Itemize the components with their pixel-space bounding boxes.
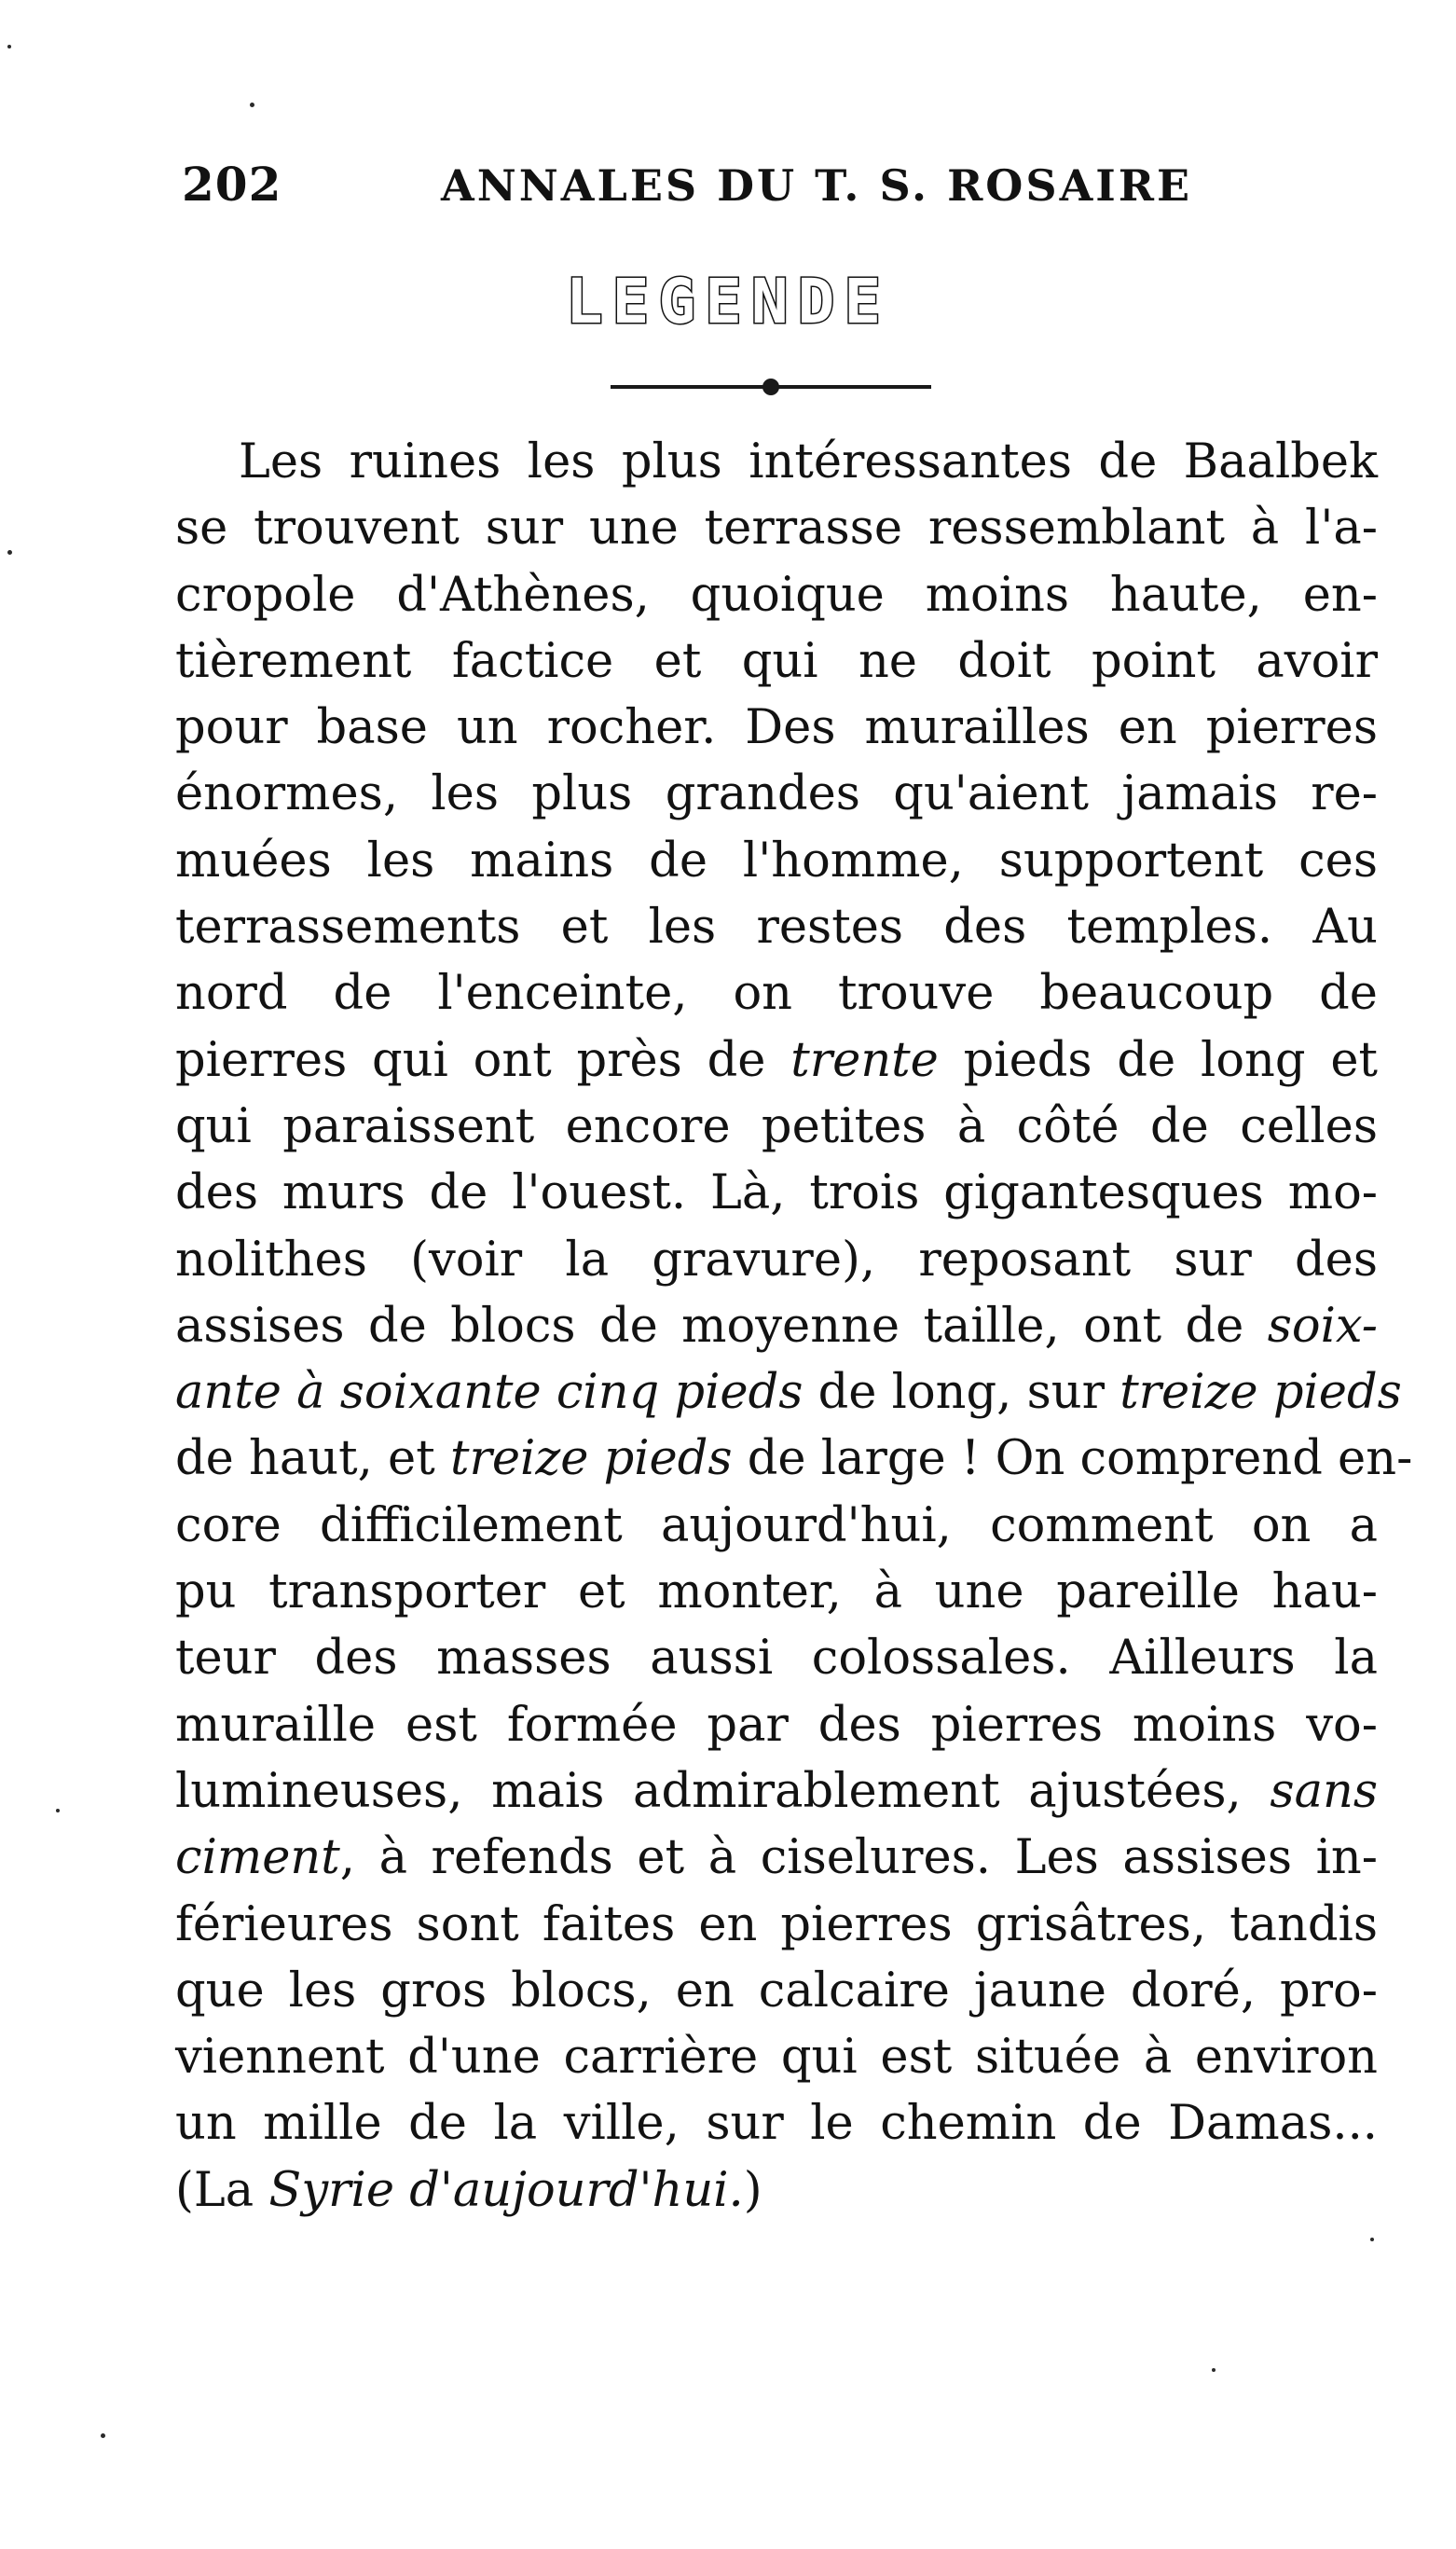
running-title: ANNALES DU T. S. ROSAIRE <box>441 160 1193 211</box>
page-number: 202 <box>182 157 282 212</box>
ornamental-rule-dot <box>762 379 779 395</box>
text-line-content: terrassements et les restes des temples. Au <box>175 900 1378 956</box>
roman-segment: pieds de long et <box>938 1032 1378 1088</box>
text-line <box>175 1094 1378 1160</box>
text-line <box>175 1293 1378 1359</box>
text-line-content: viennent d'une carrière qui est située à environ <box>175 2030 1378 2086</box>
roman-segment: lumineuses, mais admirablement ajustées, <box>175 1763 1271 1819</box>
text-line-content: tièrement factice et qui ne doit point avoir <box>175 633 1378 689</box>
section-heading <box>0 266 1456 338</box>
text-line <box>175 429 1378 495</box>
text-line <box>175 1625 1378 1691</box>
text-line-content: qui paraissent encore petites à côté de celles <box>175 1098 1378 1154</box>
italic-segment: trente <box>790 1032 939 1088</box>
text-line-content: muraille est formée par des pierres moins vo- <box>175 1697 1378 1753</box>
text-line-content: pu transporter et monter, à une pareille hau- <box>175 1564 1378 1620</box>
roman-segment: , à refends et à ciselures. Les assises in- <box>339 1830 1378 1886</box>
roman-segment: de haut, et <box>175 1431 450 1487</box>
running-head <box>182 157 1366 222</box>
italic-segment: Syrie d'aujourd'hui. <box>268 2162 744 2218</box>
text-line <box>175 761 1378 827</box>
text-line-content: Les ruines les plus intéressantes de Baalbek <box>239 434 1378 489</box>
heading-text: LEGENDE <box>565 266 891 338</box>
text-line-content: des murs de l'ouest. Là, trois gigantesques mo- <box>175 1165 1378 1221</box>
print-speck <box>1212 2368 1216 2372</box>
text-line-content: se trouvent sur une terrasse ressemblant à l'a- <box>175 501 1378 557</box>
text-line <box>175 828 1378 894</box>
text-line <box>175 2090 1378 2156</box>
text-line <box>175 1559 1378 1625</box>
text-line <box>175 1493 1378 1559</box>
text-line <box>175 1692 1378 1758</box>
roman-segment: pierres qui ont près de <box>175 1032 791 1088</box>
text-line <box>175 1958 1378 2024</box>
italic-segment: treize pieds <box>1119 1365 1402 1421</box>
text-line <box>175 1892 1378 1958</box>
print-speck <box>56 1809 60 1812</box>
text-line-content: core difficilement aujourd'hui, comment on a <box>175 1497 1378 1553</box>
print-speck <box>101 2433 105 2438</box>
text-line-content <box>175 1027 1378 1094</box>
roman-segment: (La <box>175 2162 269 2218</box>
text-line-content: un mille de la ville, sur le chemin de Damas... <box>175 2096 1378 2152</box>
text-line <box>175 1160 1378 1226</box>
roman-segment: assises de blocs de moyenne taille, ont de <box>175 1298 1268 1354</box>
text-line-content: muées les mains de l'homme, supportent ces <box>175 833 1378 889</box>
text-line-content <box>175 2157 1378 2224</box>
text-line-content: nord de l'enceinte, on trouve beaucoup de <box>175 966 1378 1022</box>
text-line <box>175 628 1378 695</box>
text-line <box>175 1227 1378 1293</box>
print-speck <box>7 550 12 555</box>
roman-segment: ) <box>743 2162 762 2218</box>
text-line-content <box>175 1359 1402 1426</box>
text-line <box>175 1359 1402 1426</box>
text-line <box>175 1027 1378 1094</box>
text-line <box>175 562 1378 628</box>
text-line <box>175 1758 1378 1825</box>
text-line-content <box>175 1825 1378 1891</box>
text-line <box>175 695 1378 761</box>
text-line-content <box>175 1426 1413 1492</box>
italic-segment: soix- <box>1267 1298 1378 1354</box>
print-speck <box>250 103 254 107</box>
text-line <box>175 894 1378 960</box>
text-line-content: que les gros blocs, en calcaire jaune doré, pro- <box>175 1963 1378 2019</box>
italic-segment: ciment <box>175 1830 340 1886</box>
print-speck <box>1370 2238 1374 2241</box>
roman-segment: de large ! On comprend en- <box>732 1431 1413 1487</box>
text-line-content: cropole d'Athènes, quoique moins haute, en- <box>175 567 1378 623</box>
text-line <box>175 1825 1378 1891</box>
text-line-content <box>175 1293 1378 1359</box>
text-line <box>175 495 1378 561</box>
italic-segment: treize pieds <box>449 1431 733 1487</box>
text-line-content: férieures sont faites en pierres grisâtres, tandis <box>175 1896 1378 1952</box>
text-line <box>175 2024 1378 2090</box>
italic-segment: ante à soixante cinq pieds <box>175 1365 804 1421</box>
text-line <box>175 960 1378 1026</box>
text-line-content: nolithes (voir la gravure), reposant sur des <box>175 1232 1378 1288</box>
text-line-content: teur des masses aussi colossales. Ailleurs la <box>175 1631 1378 1687</box>
text-line-content: énormes, les plus grandes qu'aient jamais re- <box>175 766 1378 822</box>
text-line-content: pour base un rocher. Des murailles en pierres <box>175 700 1378 756</box>
print-speck <box>7 45 11 48</box>
paragraph <box>175 429 1413 2224</box>
text-line-content <box>175 1758 1378 1825</box>
text-line <box>175 2157 1378 2224</box>
italic-segment: sans <box>1270 1763 1378 1819</box>
roman-segment: de long, sur <box>803 1365 1120 1421</box>
text-line <box>175 1426 1413 1492</box>
